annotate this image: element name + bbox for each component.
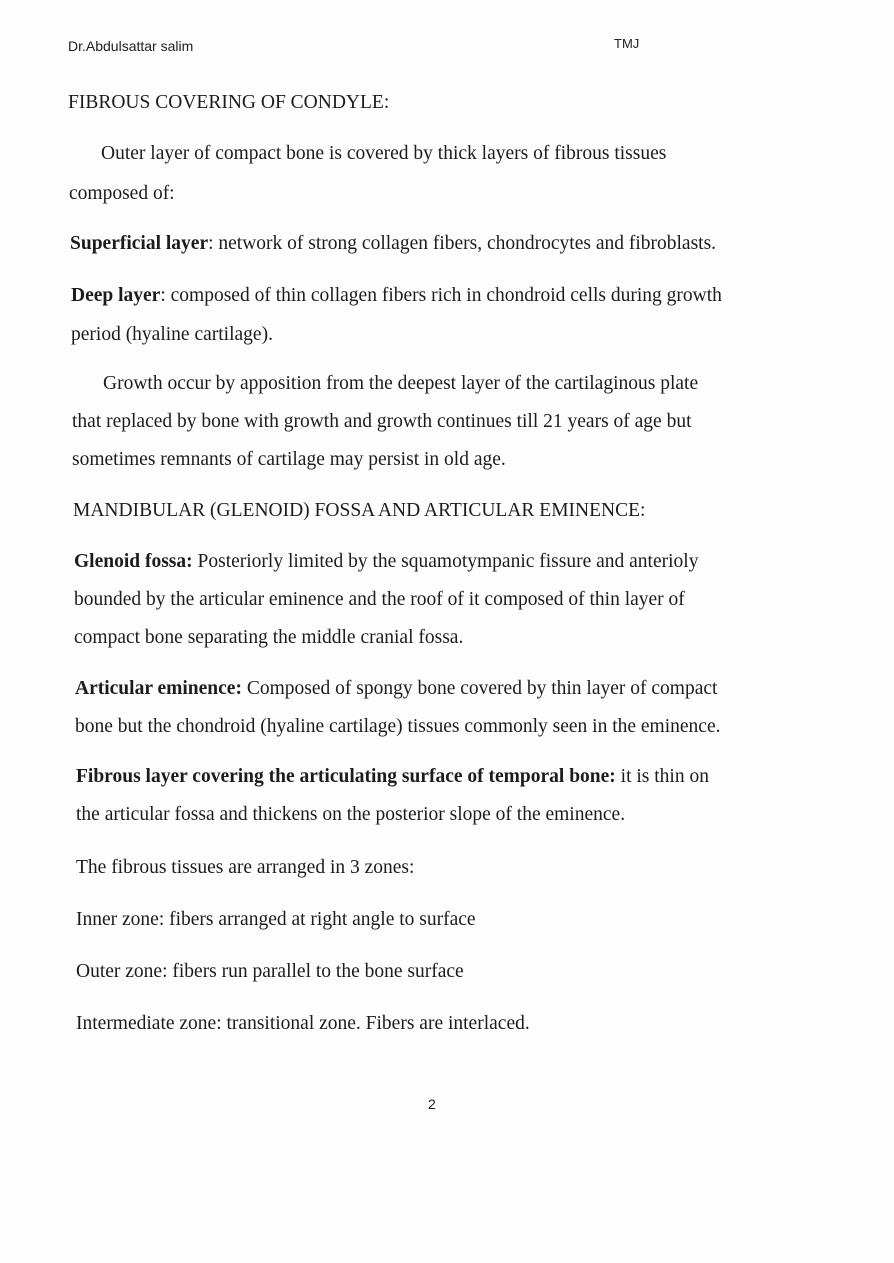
zone-inner: Inner zone: fibers arranged at right angle to surface: [76, 909, 476, 930]
glenoid-fossa-paragraph: [74, 551, 698, 573]
deep-layer-paragraph: [71, 285, 722, 307]
term-label: Glenoid fossa:: [74, 551, 193, 572]
paragraph-line: Growth occur by apposition from the deepest layer of the cartilaginous plate: [103, 373, 699, 394]
term-definition: : composed of thin collagen fibers rich in chondroid cells during growth: [160, 285, 722, 306]
term-label: Superficial layer: [70, 233, 209, 254]
paragraph-line: bounded by the articular eminence and the roof of it composed of thin layer of: [74, 589, 685, 610]
paragraph-line: the articular fossa and thickens on the posterior slope of the eminence.: [76, 804, 626, 825]
paragraph-line: period (hyaline cartilage).: [71, 324, 273, 345]
header-topic: TMJ: [614, 36, 640, 51]
term-label: Articular eminence:: [75, 678, 242, 699]
zone-outer: Outer zone: fibers run parallel to the bone surface: [76, 961, 464, 982]
zones-intro: The fibrous tissues are arranged in 3 zones:: [76, 857, 415, 878]
page-number: 2: [428, 1096, 436, 1112]
section-heading-condyle: FIBROUS COVERING OF CONDYLE:: [68, 92, 390, 113]
paragraph-line: Outer layer of compact bone is covered by thick layers of fibrous tissues: [101, 143, 667, 164]
term-label: Fibrous layer covering the articulating surface of temporal bone:: [76, 766, 616, 787]
term-definition: Posteriorly limited by the squamotympanic fissure and anterioly: [192, 551, 699, 572]
paragraph-line: compact bone separating the middle cranial fossa.: [74, 627, 464, 648]
fibrous-layer-paragraph: [76, 766, 709, 788]
superficial-layer-paragraph: [70, 233, 716, 255]
paragraph-line: sometimes remnants of cartilage may persist in old age.: [72, 449, 506, 470]
term-definition: : network of strong collagen fibers, chondrocytes and fibroblasts.: [208, 233, 717, 254]
term-definition: it is thin on: [615, 766, 709, 787]
term-definition: Composed of spongy bone covered by thin layer of compact: [241, 678, 718, 699]
header-author: Dr.Abdulsattar salim: [68, 38, 194, 54]
paragraph-line: bone but the chondroid (hyaline cartilage) tissues commonly seen in the eminence.: [75, 716, 721, 737]
section-heading-fossa: MANDIBULAR (GLENOID) FOSSA AND ARTICULAR EMINENCE:: [73, 500, 646, 521]
articular-eminence-paragraph: [75, 678, 717, 700]
zone-intermediate: Intermediate zone: transitional zone. Fibers are interlaced.: [76, 1013, 530, 1034]
paragraph-line: composed of:: [69, 183, 175, 204]
term-label: Deep layer: [71, 285, 161, 306]
paragraph-line: that replaced by bone with growth and growth continues till 21 years of age but: [72, 411, 692, 432]
